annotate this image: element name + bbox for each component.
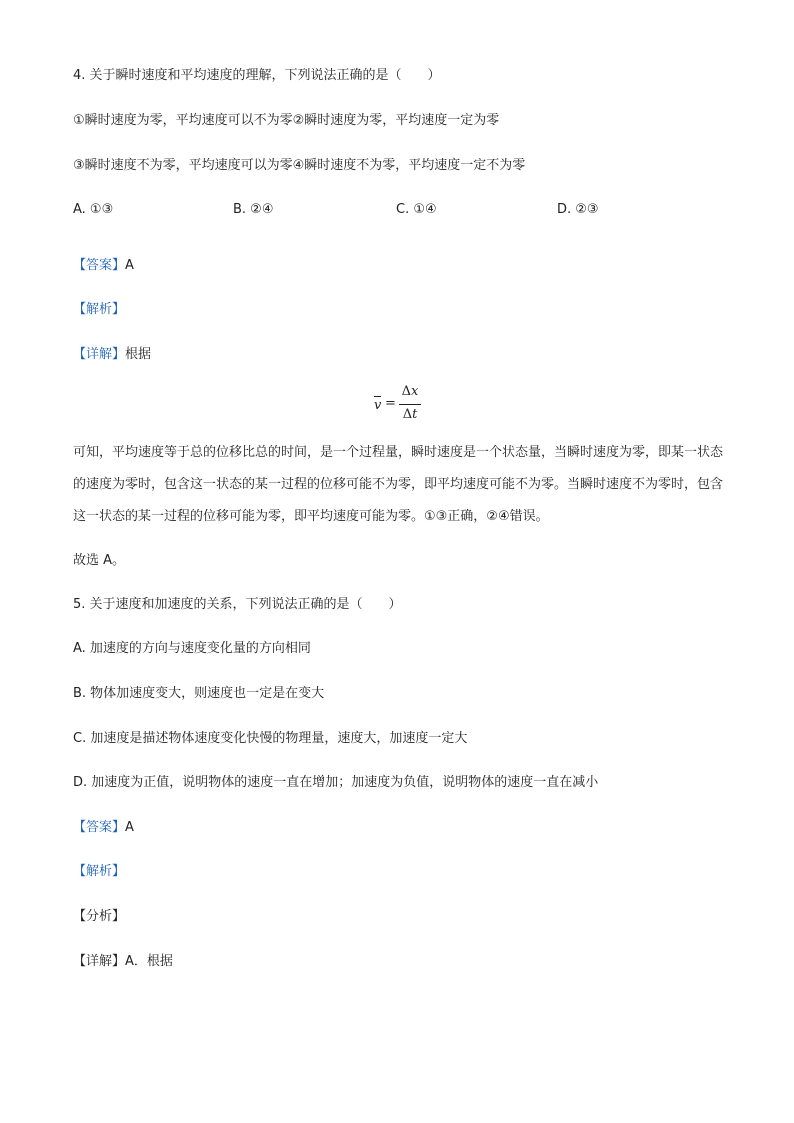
detail-lead: A．根据: [125, 954, 173, 969]
q5-answer: [73, 819, 134, 837]
formula-overbar: [374, 396, 381, 397]
detail-lead: 根据: [125, 347, 152, 362]
detail-tag: 【详解】: [73, 347, 126, 362]
q4-stem: 4. 关于瞬时速度和平均速度的理解，下列说法正确的是（ ）: [73, 68, 441, 83]
answer-value: A: [125, 258, 134, 273]
q4-option-c: C. ①④: [396, 202, 437, 217]
q4-option-b: B. ②④: [233, 202, 274, 217]
answer-tag: 【答案】: [73, 258, 126, 273]
formula-equals: =: [385, 396, 396, 411]
formula-v: v: [374, 398, 382, 413]
q5-option-b: B. 物体加速度变大，则速度也一定是在变大: [73, 686, 325, 701]
q4-statement-1-2: ①瞬时速度为零，平均速度可以不为零②瞬时速度为零，平均速度一定为零: [73, 113, 500, 128]
q4-answer: [73, 257, 134, 275]
analysis-tag: 【解析】: [73, 302, 126, 317]
q4-option-a: A. ①③: [73, 202, 114, 217]
q5-stem: 5. 关于速度和加速度的关系，下列说法正确的是（ ）: [73, 597, 402, 612]
q5-option-a: A. 加速度的方向与速度变化量的方向相同: [73, 641, 311, 656]
q4-option-d: D. ②③: [557, 202, 599, 217]
q4-statement-3-4: ③瞬时速度不为零，平均速度可以为零④瞬时速度不为零，平均速度一定不为零: [73, 158, 526, 173]
average-velocity-formula: [372, 383, 432, 427]
q5-detail: [73, 953, 173, 971]
answer-value: A: [125, 820, 134, 835]
formula-numerator: Δx: [401, 384, 419, 399]
fenxi-tag: 【分析】: [73, 909, 126, 924]
formula-denominator: Δt: [402, 407, 418, 422]
q5-option-c: C. 加速度是描述物体速度变化快慢的物理量，速度大，加速度一定大: [73, 731, 468, 746]
q5-analysis: [73, 863, 125, 881]
q5-fenxi: [73, 908, 125, 926]
answer-tag: 【答案】: [73, 820, 126, 835]
formula-fraction-bar: [399, 404, 421, 405]
q4-conclusion: 故选 A。: [73, 553, 126, 568]
detail-tag: 【详解】: [73, 954, 126, 969]
q4-explanation: 可知，平均速度等于总的位移比总的时间，是一个过程量，瞬时速度是一个状态量，当瞬时速度为零，即某一状态的速度为零时，包含这一状态的某一过程的位移可能不为零，即平均速度可能不为零。当瞬时速度不为零时，包含这一状态的某一过程的位移可能为零，即平均速度可能为零。①③正确，②④错误。: [73, 445, 724, 524]
q4-detail: [73, 346, 151, 364]
q5-option-d: D. 加速度为正值，说明物体的速度一直在增加；加速度为负值，说明物体的速度一直在减小: [73, 775, 599, 790]
analysis-tag: 【解析】: [73, 864, 126, 879]
q4-analysis: [73, 301, 125, 319]
